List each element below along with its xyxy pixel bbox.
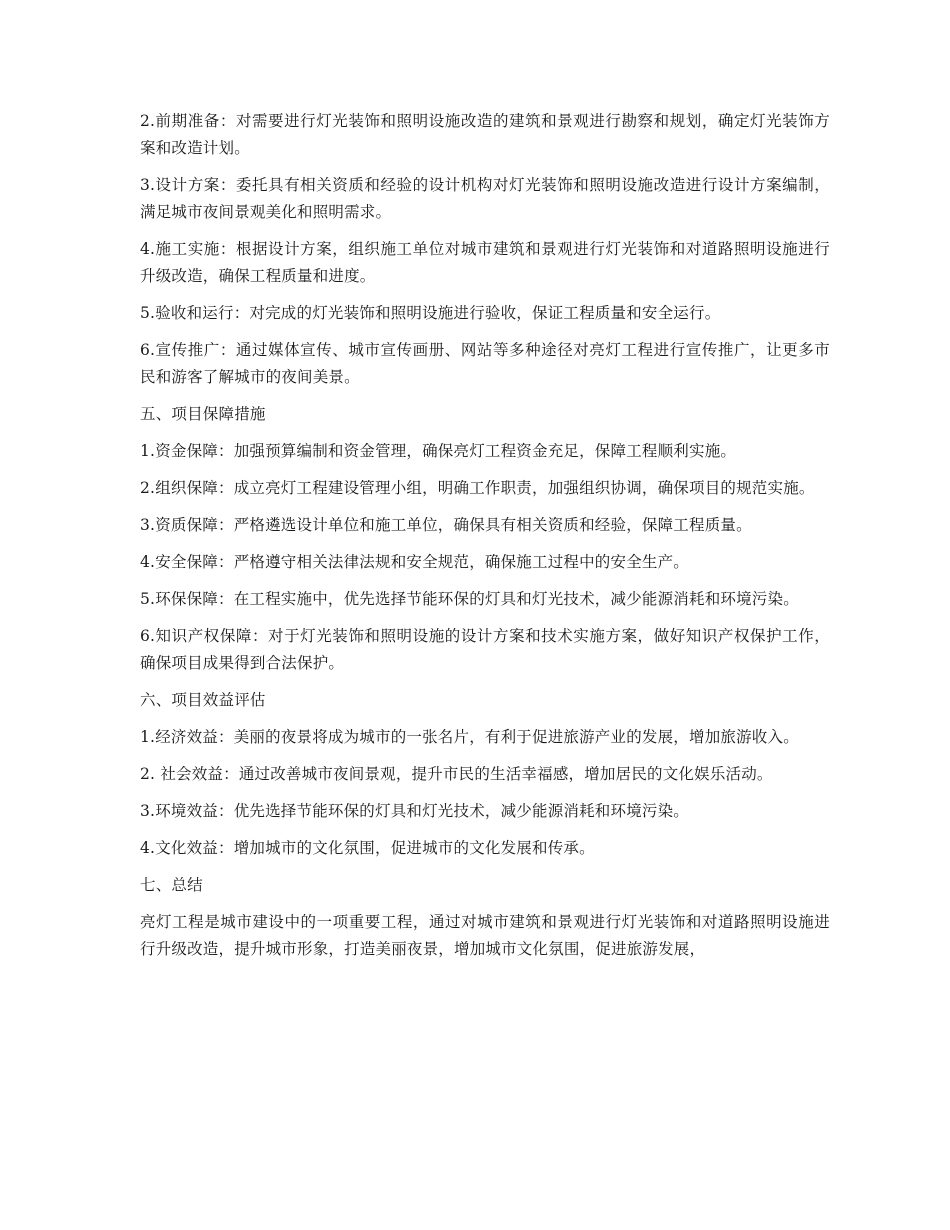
list-item: 2. 社会效益：通过改善城市夜间景观，提升市民的生活幸福感，增加居民的文化娱乐活动。 bbox=[140, 765, 773, 783]
list-item: 3.环境效益：优先选择节能环保的灯具和灯光技术，减少能源消耗和环境污染。 bbox=[140, 802, 689, 820]
list-item: 4.施工实施：根据设计方案，组织施工单位对城市建筑和景观进行灯光装饰和对道路照明设施进行升级改造，确保工程质量和进度。 bbox=[140, 240, 830, 285]
list-item: 2.组织保障：成立亮灯工程建设管理小组，明确工作职责，加强组织协调，确保项目的规范实施。 bbox=[140, 479, 815, 497]
list-item: 4.文化效益：增加城市的文化氛围，促进城市的文化发展和传承。 bbox=[140, 839, 595, 857]
list-item: 1.经济效益：美丽的夜景将成为城市的一张名片，有利于促进旅游产业的发展，增加旅游收入。 bbox=[140, 728, 799, 746]
list-item: 3.设计方案：委托具有相关资质和经验的设计机构对灯光装饰和照明设施改造进行设计方案编制，满足城市夜间景观美化和照明需求。 bbox=[140, 176, 830, 221]
section-heading: 六、项目效益评估 bbox=[140, 691, 266, 709]
list-item: 5.环保保障：在工程实施中，优先选择节能环保的灯具和灯光技术，减少能源消耗和环境污染。 bbox=[140, 590, 799, 608]
list-item: 6.知识产权保障：对于灯光装饰和照明设施的设计方案和技术实施方案，做好知识产权保护工作，确保项目成果得到合法保护。 bbox=[140, 627, 830, 672]
document-body bbox=[140, 108, 830, 973]
list-item: 4.安全保障：严格遵守相关法律法规和安全规范，确保施工过程中的安全生产。 bbox=[140, 553, 689, 571]
list-item: 5.验收和运行：对完成的灯光装饰和照明设施进行验收，保证工程质量和安全运行。 bbox=[140, 304, 721, 322]
list-item: 6.宣传推广：通过媒体宣传、城市宣传画册、网站等多种途径对亮灯工程进行宣传推广，让更多市民和游客了解城市的夜间美景。 bbox=[140, 341, 830, 386]
section-heading: 五、项目保障措施 bbox=[140, 405, 266, 423]
list-item: 3.资质保障：严格遴选设计单位和施工单位，确保具有相关资质和经验，保障工程质量。 bbox=[140, 516, 752, 534]
section-heading: 七、总结 bbox=[140, 876, 203, 894]
list-item: 2.前期准备：对需要进行灯光装饰和照明设施改造的建筑和景观进行勘察和规划，确定灯光装饰方案和改造计划。 bbox=[140, 112, 830, 157]
summary-paragraph: 亮灯工程是城市建设中的一项重要工程，通过对城市建筑和景观进行灯光装饰和对道路照明设施进行升级改造，提升城市形象，打造美丽夜景，增加城市文化氛围，促进旅游发展， bbox=[140, 913, 830, 958]
list-item: 1.资金保障：加强预算编制和资金管理，确保亮灯工程资金充足，保障工程顺利实施。 bbox=[140, 442, 737, 460]
